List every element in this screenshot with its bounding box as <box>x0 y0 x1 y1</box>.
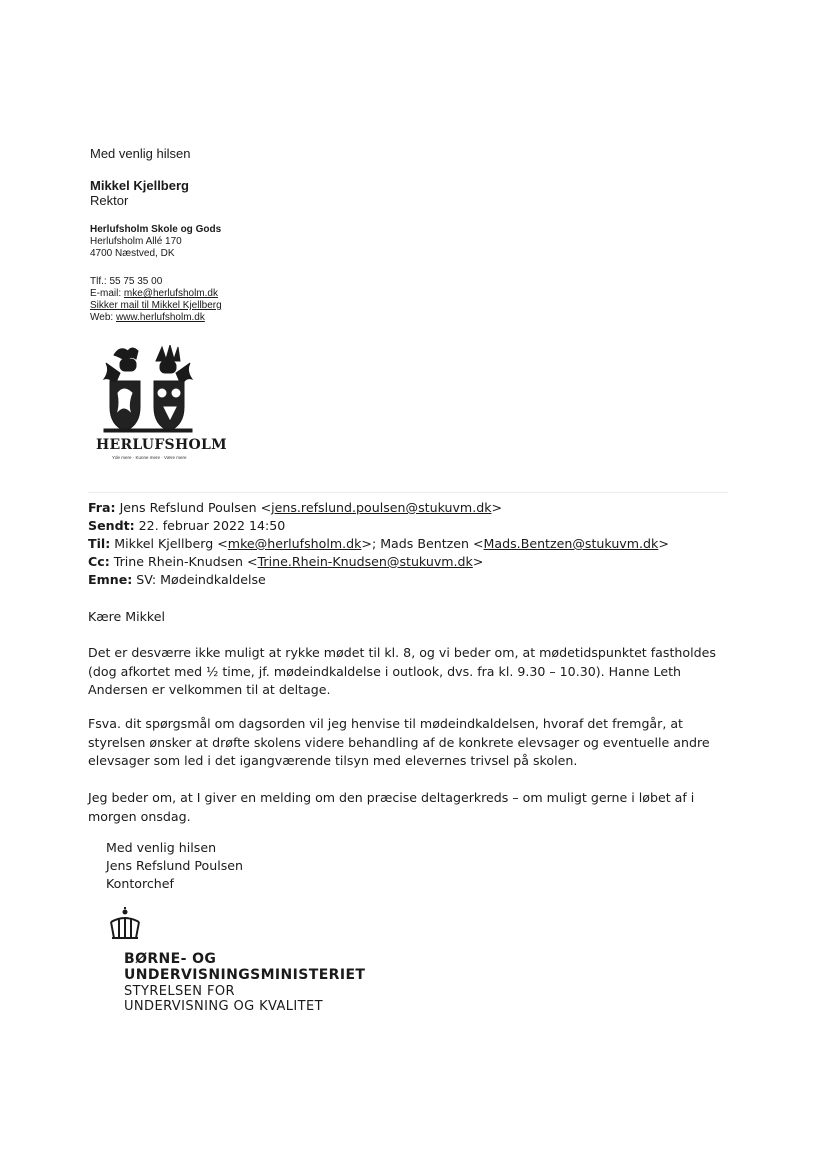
header-from <box>88 499 502 517</box>
header-cc <box>88 553 483 571</box>
closing-greeting: Med venlig hilsen <box>106 840 217 855</box>
header-to-label: Til: <box>88 536 111 551</box>
signature-street: Herlufsholm Allé 170 <box>90 236 182 247</box>
header-from-email-link[interactable]: jens.refslund.poulsen@stukuvm.dk <box>271 500 492 515</box>
header-to-name-1: Mikkel Kjellberg < <box>114 536 228 551</box>
signature-email-line <box>90 288 218 301</box>
header-to-end: > <box>658 536 669 551</box>
signature-city: 4700 Næstved, DK <box>90 248 175 259</box>
header-cc-label: Cc: <box>88 554 110 569</box>
header-from-label: Fra: <box>88 500 116 515</box>
header-subject-label: Emne: <box>88 572 133 587</box>
ministry-line-2: UNDERVISNINGSMINISTERIET <box>124 967 366 983</box>
ministry-line-1: BØRNE- OG <box>124 951 217 967</box>
header-cc-name: Trine Rhein-Knudsen < <box>113 554 258 569</box>
signature-web-line <box>90 312 205 325</box>
header-to-name-2: >; Mads Bentzen < <box>361 536 484 551</box>
signature-web-link[interactable]: www.herlufsholm.dk <box>115 312 205 323</box>
header-cc-end: > <box>472 554 484 569</box>
header-divider <box>88 492 728 493</box>
header-from-end: > <box>491 500 503 515</box>
body-paragraph-3: Jeg beder om, at I giver en melding om den præcise deltagerkreds – om muligt gerne i løbet af i morgen onsdag. <box>88 790 695 824</box>
crown-icon <box>106 906 144 942</box>
body-paragraph-1: Det er desværre ikke muligt at rykke mødet til kl. 8, og vi beder om, at mødetidspunktet fastholdes (dog afkortet med ½ time, jf. mødeindkaldelse i outlook, dvs. fra kl. 9.30 – 10.30). Hanne Leth Andersen er velkommen til at deltage. <box>88 645 716 697</box>
signature-email-link[interactable]: mke@herlufsholm.dk <box>123 288 218 299</box>
signature-web-label: Web: <box>90 312 116 323</box>
signature-phone: Tlf.: 55 75 35 00 <box>90 276 163 287</box>
header-subject <box>88 571 266 589</box>
header-to <box>88 535 669 553</box>
header-from-name: Jens Refslund Poulsen < <box>119 500 272 515</box>
signature-name: Mikkel Kjellberg <box>90 178 189 193</box>
body-paragraph-2: Fsva. dit spørgsmål om dagsorden vil jeg henvise til mødeindkaldelsen, hvoraf det fremgår, at styrelsen ønsker at drøfte skolens videre behandling af de konkrete elevsager og eventuelle andre elevsager som led i det igangværende tilsyn med elevernes trivsel på skolen. <box>88 716 710 768</box>
ministry-line-3: STYRELSEN FOR <box>124 984 235 999</box>
header-to-email-link-2[interactable]: Mads.Bentzen@stukuvm.dk <box>483 536 659 551</box>
header-cc-email-link[interactable]: Trine.Rhein-Knudsen@stukuvm.dk <box>257 554 473 569</box>
signature-title: Rektor <box>90 193 129 208</box>
header-subject-value: SV: Mødeindkaldelse <box>136 572 266 587</box>
closing-name: Jens Refslund Poulsen <box>106 858 244 873</box>
closing-title: Kontorchef <box>106 876 174 891</box>
signature-org: Herlufsholm Skole og Gods <box>90 224 222 235</box>
header-to-email-link-1[interactable]: mke@herlufsholm.dk <box>227 536 362 551</box>
herlufsholm-wordmark: HERLUFSHOLM <box>96 437 227 453</box>
header-sent <box>88 517 285 535</box>
header-sent-value: 22. februar 2022 14:50 <box>138 518 286 533</box>
signature-email-label: E-mail: <box>90 288 124 299</box>
header-sent-label: Sendt: <box>88 518 135 533</box>
signature-greeting: Med venlig hilsen <box>90 146 191 161</box>
signature-secure-mail-link[interactable]: Sikker mail til Mikkel Kjellberg <box>90 300 222 311</box>
ministry-line-4: UNDERVISNING OG KVALITET <box>124 999 323 1014</box>
body-salutation: Kære Mikkel <box>88 609 166 624</box>
herlufsholm-tagline: Yde mere · Kunne mere · Være mere <box>112 455 187 460</box>
herlufsholm-crest-icon <box>100 345 196 437</box>
